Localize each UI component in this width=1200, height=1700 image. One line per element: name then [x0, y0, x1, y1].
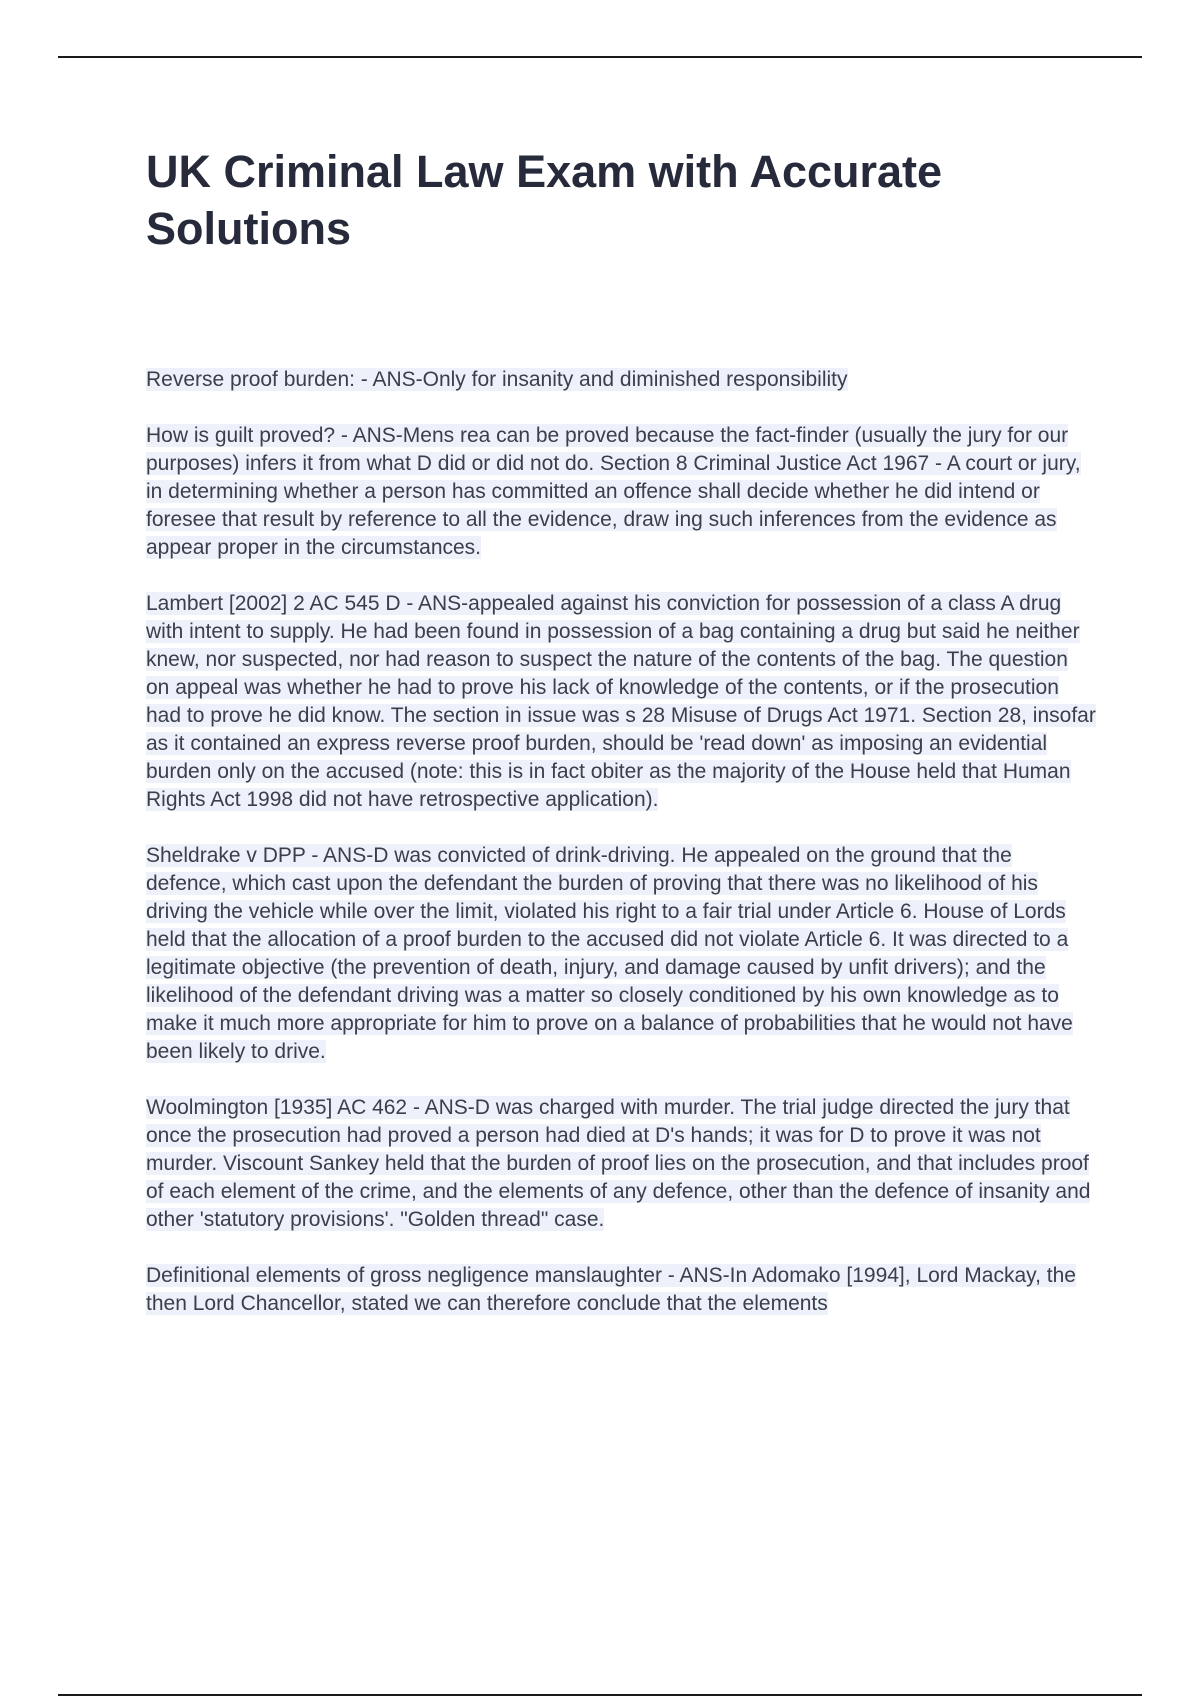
qa-entry-text: How is guilt proved? - ANS-Mens rea can be proved because the fact-finder (usually the jury for our purposes) infers it from what D did or did not do. Section 8 Criminal Justice Act 1967 - A court or jury, in determining whether a person has committed an offence shall decide whether he did intend or foresee that result by reference to all the evidence, draw ing such inferences from the evidence as appear proper in the circumstances.	[146, 424, 1081, 559]
document-title: UK Criminal Law Exam with Accurate Solutions	[146, 146, 943, 254]
qa-entry	[146, 1094, 1096, 1234]
bottom-rule	[58, 1694, 1142, 1696]
qa-entry	[146, 590, 1096, 814]
document-body	[146, 366, 1096, 1346]
top-rule	[58, 56, 1142, 58]
qa-entry	[146, 422, 1096, 562]
qa-entry-text: Reverse proof burden: - ANS-Only for insanity and diminished responsibility	[146, 368, 848, 391]
qa-entry	[146, 366, 1096, 394]
qa-entry-text: Woolmington [1935] AC 462 - ANS-D was charged with murder. The trial judge directed the jury that once the prosecution had proved a person had died at D's hands; it was for D to prove it was not murder. Viscount Sankey held that the burden of proof lies on the prosecution, and that includes proof of each element of the crime, and the elements of any defence, other than the defence of insanity and other 'statutory provisions'. "Golden thread" case.	[146, 1096, 1091, 1231]
qa-entry-text: Sheldrake v DPP - ANS-D was convicted of drink-driving. He appealed on the ground that the defence, which cast upon the defendant the burden of proving that there was no likelihood of his driving the vehicle while over the limit, violated his right to a fair trial under Article 6. House of Lords held that the allocation of a proof burden to the accused did not violate Article 6. It was directed to a legitimate objective (the prevention of death, injury, and damage caused by unfit drivers); and the likelihood of the defendant driving was a matter so closely conditioned by his own knowledge as to make it much more appropriate for him to prove on a balance of probabilities that he would not have been likely to drive.	[146, 844, 1073, 1063]
qa-entry	[146, 842, 1096, 1066]
qa-entry-text: Lambert [2002] 2 AC 545 D - ANS-appealed against his conviction for possession of a class A drug with intent to supply. He had been found in possession of a bag containing a drug but said he neither knew, nor suspected, nor had reason to suspect the nature of the contents of the bag. The question on appeal was whether he had to prove his lack of knowledge of the contents, or if the prosecution had to prove he did know. The section in issue was s 28 Misuse of Drugs Act 1971. Section 28, insofar as it contained an express reverse proof burden, should be 'read down' as imposing an evidential burden only on the accused (note: this is in fact obiter as the majority of the House held that Human Rights Act 1998 did not have retrospective application).	[146, 592, 1096, 811]
qa-entry-text: Definitional elements of gross negligence manslaughter - ANS-In Adomako [1994], Lord Mackay, the then Lord Chancellor, stated we can therefore conclude that the elements	[146, 1264, 1076, 1315]
qa-entry	[146, 1262, 1096, 1318]
